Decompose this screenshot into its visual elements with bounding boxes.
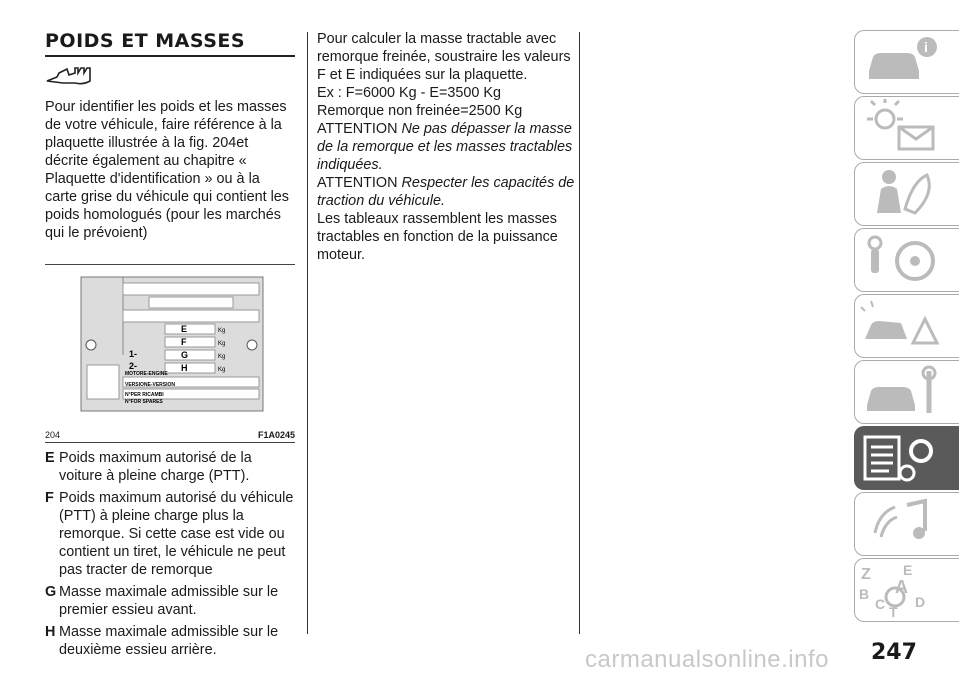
definition-key: H — [45, 624, 56, 640]
hand-pointer-icon — [45, 65, 93, 87]
definition-key: E — [45, 450, 55, 466]
left-column — [45, 30, 295, 663]
attention-note — [317, 120, 575, 174]
column-divider — [579, 32, 580, 634]
tab-car-info[interactable] — [854, 30, 959, 94]
attention-text: Respecter les capacités de traction du véhicule. — [317, 175, 575, 209]
definition-text: Poids maximum autorisé du véhicule (PTT) à pleine charge plus la remorque. Si cette case est vide ou contient un tiret, le véhicule ne peut pas tracter de remorque — [59, 490, 294, 578]
plate-label: VERSIONE-VERSION — [125, 382, 176, 388]
car-info-icon — [855, 31, 955, 91]
airbag-seatbelt-icon — [855, 163, 955, 223]
plate-letter-g: G — [181, 350, 189, 360]
definition-key: G — [45, 584, 57, 600]
unbraked-line: Remorque non freinée=2500 Kg — [317, 103, 523, 119]
warning-lights-icon — [855, 97, 955, 157]
definition-item — [45, 449, 295, 485]
key-steering-icon — [855, 229, 955, 289]
svg-text:i: i — [924, 39, 928, 55]
id-plate-figure — [45, 265, 295, 430]
definition-text: Masse maximale admissible sur le deuxième essieu arrière. — [59, 624, 279, 658]
tab-maintenance[interactable] — [854, 360, 959, 424]
plate-label: N°FOR SPARES — [125, 399, 163, 405]
attention-text: Ne pas dépasser la masse de la remorque et les masses tractables indiquées. — [317, 121, 573, 173]
index-icon — [855, 559, 955, 619]
tab-multimedia[interactable] — [854, 492, 959, 556]
tab-starting[interactable] — [854, 228, 959, 292]
tab-specifications[interactable] — [854, 426, 959, 490]
plate-row-prefix: 2- — [129, 361, 138, 371]
tab-warning-lights[interactable] — [854, 96, 959, 160]
definition-text: Masse maximale admissible sur le premier essieu avant. — [59, 584, 279, 618]
tables-paragraph: Les tableaux rassemblent les masses tractables en fonction de la puissance moteur. — [317, 211, 558, 263]
plate-letter-h: H — [181, 363, 188, 373]
plate-unit: Kg — [218, 354, 226, 360]
figure-number: 204 — [45, 430, 61, 440]
plate-label: MOTORE-ENGINE — [125, 371, 168, 377]
plate-label: N°PER RICAMBI — [125, 392, 164, 398]
watermark: carmanualsonline.info — [585, 646, 829, 673]
definition-text: Poids maximum autorisé de la voiture à pleine charge (PTT). — [59, 450, 252, 484]
definition-item — [45, 623, 295, 659]
index-letter: B — [859, 586, 870, 602]
middle-column — [317, 30, 575, 264]
figure-code: F1A0245 — [257, 430, 295, 440]
index-letter: A — [895, 577, 908, 597]
definition-item — [45, 583, 295, 619]
index-letter: T — [889, 604, 898, 619]
attention-label: ATTENTION — [317, 175, 398, 191]
plate-unit: Kg — [218, 367, 226, 373]
multimedia-icon — [855, 493, 955, 553]
plate-letter-f: F — [181, 337, 187, 347]
definition-item — [45, 489, 295, 579]
intro-paragraph: Pour identifier les poids et les masses de votre véhicule, faire référence à la plaquette illustrée à la fig. 204et décrite également au chapitre « Plaquette d'identification » ou à la carte grise du véhicule qui contient les poids homologués (pour les marchés qui le prévoient) — [45, 99, 289, 241]
plate-letter-e: E — [181, 324, 188, 334]
index-letter: Z — [861, 566, 871, 583]
tab-index[interactable] — [854, 558, 959, 622]
emergency-icon — [855, 295, 955, 355]
plate-unit: Kg — [218, 341, 226, 347]
example-line: Ex : F=6000 Kg - E=3500 Kg — [317, 85, 502, 101]
page-number: 247 — [871, 640, 917, 665]
figure-caption — [45, 430, 295, 443]
index-letter: D — [915, 594, 926, 610]
attention-note — [317, 174, 575, 210]
index-letter: C — [875, 596, 886, 612]
index-letter: E — [903, 562, 913, 578]
tab-safety[interactable] — [854, 162, 959, 226]
attention-label: ATTENTION — [317, 121, 398, 137]
definition-list — [45, 449, 295, 659]
definition-key: F — [45, 490, 54, 506]
plate-row-prefix: 1- — [129, 349, 138, 359]
maintenance-icon — [855, 361, 955, 421]
specifications-icon — [855, 427, 955, 487]
tab-emergency[interactable] — [854, 294, 959, 358]
column-divider — [307, 32, 308, 634]
calc-paragraph: Pour calculer la masse tractable avec remorque freinée, soustraire les valeurs F et E indiquées sur la plaquette. — [317, 31, 571, 83]
page-title: POIDS ET MASSES — [45, 30, 295, 57]
plate-unit: Kg — [218, 328, 226, 334]
